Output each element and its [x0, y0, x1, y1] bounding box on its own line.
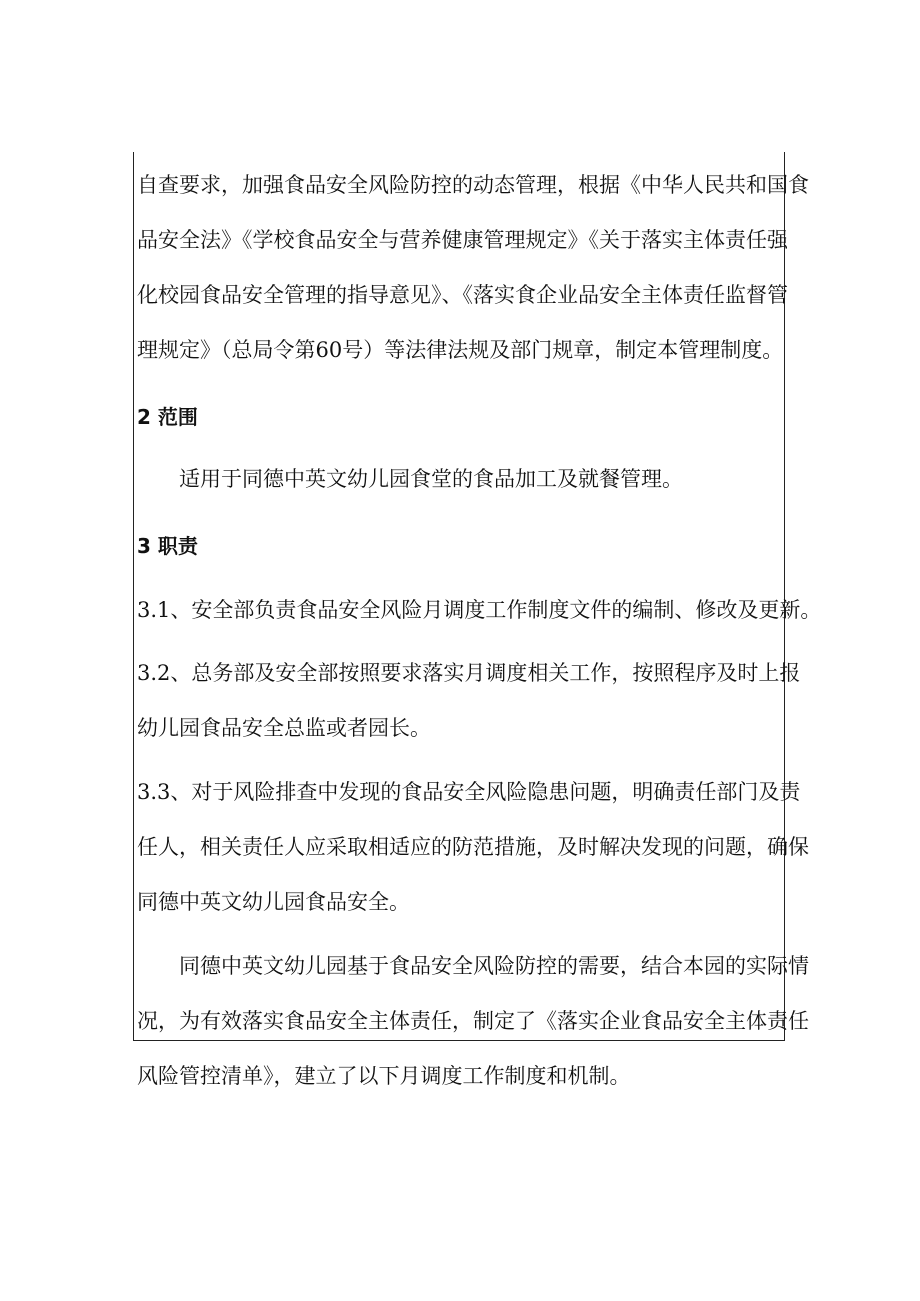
- intro-line: 品安全法》《学校食品安全与营养健康管理规定》《关于落实主体责任强: [137, 228, 788, 252]
- document-body: [137, 158, 822, 1091]
- closing-line: 同德中英文幼儿园基于食品安全风险防控的需要，结合本园的实际情: [179, 954, 809, 978]
- duty-item-3-3-line: 3.3、对于风险排查中发现的食品安全风险隐患问题，明确责任部门及责: [137, 780, 801, 804]
- closing-line: 风险管控清单》，建立了以下月调度工作制度和机制。: [137, 1064, 631, 1088]
- section-2-text: 适用于同德中英文幼儿园食堂的食品加工及就餐管理。: [179, 467, 683, 491]
- intro-line: 化校园食品安全管理的指导意见》、《落实食企业品安全主体责任监督管: [137, 283, 788, 307]
- duty-item-3-2-line: 3.2、总务部及安全部按照要求落实月调度相关工作，按照程序及时上报: [137, 661, 801, 685]
- intro-paragraph: [137, 170, 809, 365]
- duty-item-3-1: 3.1、安全部负责食品安全风险月调度工作制度文件的编制、修改及更新。: [137, 598, 822, 622]
- duty-item-3-2-line: 幼儿园食品安全总监或者园长。: [137, 716, 431, 740]
- intro-line: 理规定》（总局令第60号）等法律法规及部门规章，制定本管理制度。: [137, 338, 784, 362]
- closing-line: 况，为有效落实食品安全主体责任，制定了《落实企业食品安全主体责任: [137, 1009, 809, 1033]
- section-2-heading: 2 范围: [137, 405, 198, 429]
- duty-item-3-3-line: 同德中英文幼儿园食品安全。: [137, 890, 410, 914]
- duty-item-3-3-line: 任人，相关责任人应采取相适应的防范措施，及时解决发现的问题，确保: [137, 835, 809, 859]
- intro-line: 自查要求，加强食品安全风险防控的动态管理，根据《中华人民共和国食: [137, 173, 809, 197]
- section-3-heading: 3 职责: [137, 534, 198, 558]
